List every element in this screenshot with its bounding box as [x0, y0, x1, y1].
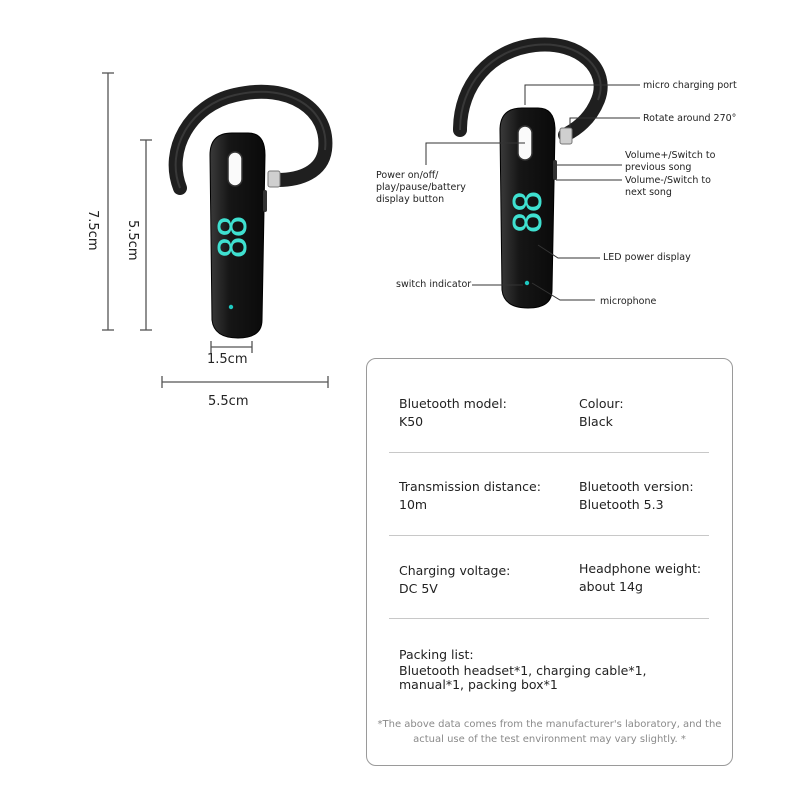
dimension-height-body: 5.5cm [125, 220, 140, 261]
bluetooth-model-value: K50 [399, 414, 424, 429]
dimension-width-total: 5.5cm [208, 394, 249, 409]
callout-microphone: microphone [600, 296, 657, 307]
callout-led-display: LED power display [603, 252, 691, 263]
divider [389, 618, 709, 619]
bt-version-value: Bluetooth 5.3 [579, 497, 664, 512]
callout-switch-indicator: switch indicator [396, 279, 472, 290]
transmission-value: 10m [399, 497, 428, 512]
weight-label: Headphone weight: [579, 561, 702, 576]
colour-label: Colour: [579, 396, 624, 411]
led-digits-right: 88 [506, 192, 550, 234]
divider [389, 535, 709, 536]
switch-indicator-light-right [525, 281, 529, 285]
transmission-label: Transmission distance: [399, 479, 541, 494]
led-digits: 88 [211, 217, 255, 259]
callout-rotate: Rotate around 270° [643, 113, 737, 124]
callout-micro-charging-port: micro charging port [643, 80, 737, 91]
weight-value: about 14g [579, 579, 643, 594]
headset-left-illustration [0, 0, 360, 420]
charging-label: Charging voltage: [399, 563, 511, 578]
callout-power-button: Power on/off/ play/pause/battery display button [376, 170, 466, 205]
spec-card [366, 358, 733, 766]
switch-indicator-light [229, 305, 233, 309]
led-display-right [500, 192, 556, 234]
bluetooth-model-label: Bluetooth model: [399, 396, 507, 411]
dimension-height-total: 7.5cm [85, 210, 100, 251]
divider [389, 452, 709, 453]
led-display-left [205, 217, 261, 259]
callout-volume-down: Volume-/Switch to next song [625, 175, 711, 198]
colour-value: Black [579, 414, 613, 429]
callout-volume-up: Volume+/Switch to previous song [625, 150, 716, 173]
packing-label: Packing list: [399, 647, 474, 662]
packing-value: Bluetooth headset*1, charging cable*1, manual*1, packing box*1 [399, 663, 647, 692]
charging-value: DC 5V [399, 581, 438, 596]
dimension-width-body: 1.5cm [207, 352, 248, 367]
footnote: *The above data comes from the manufacturer's laboratory, and the actual use of the test environment may vary slightly. * [377, 719, 722, 745]
bt-version-label: Bluetooth version: [579, 479, 694, 494]
